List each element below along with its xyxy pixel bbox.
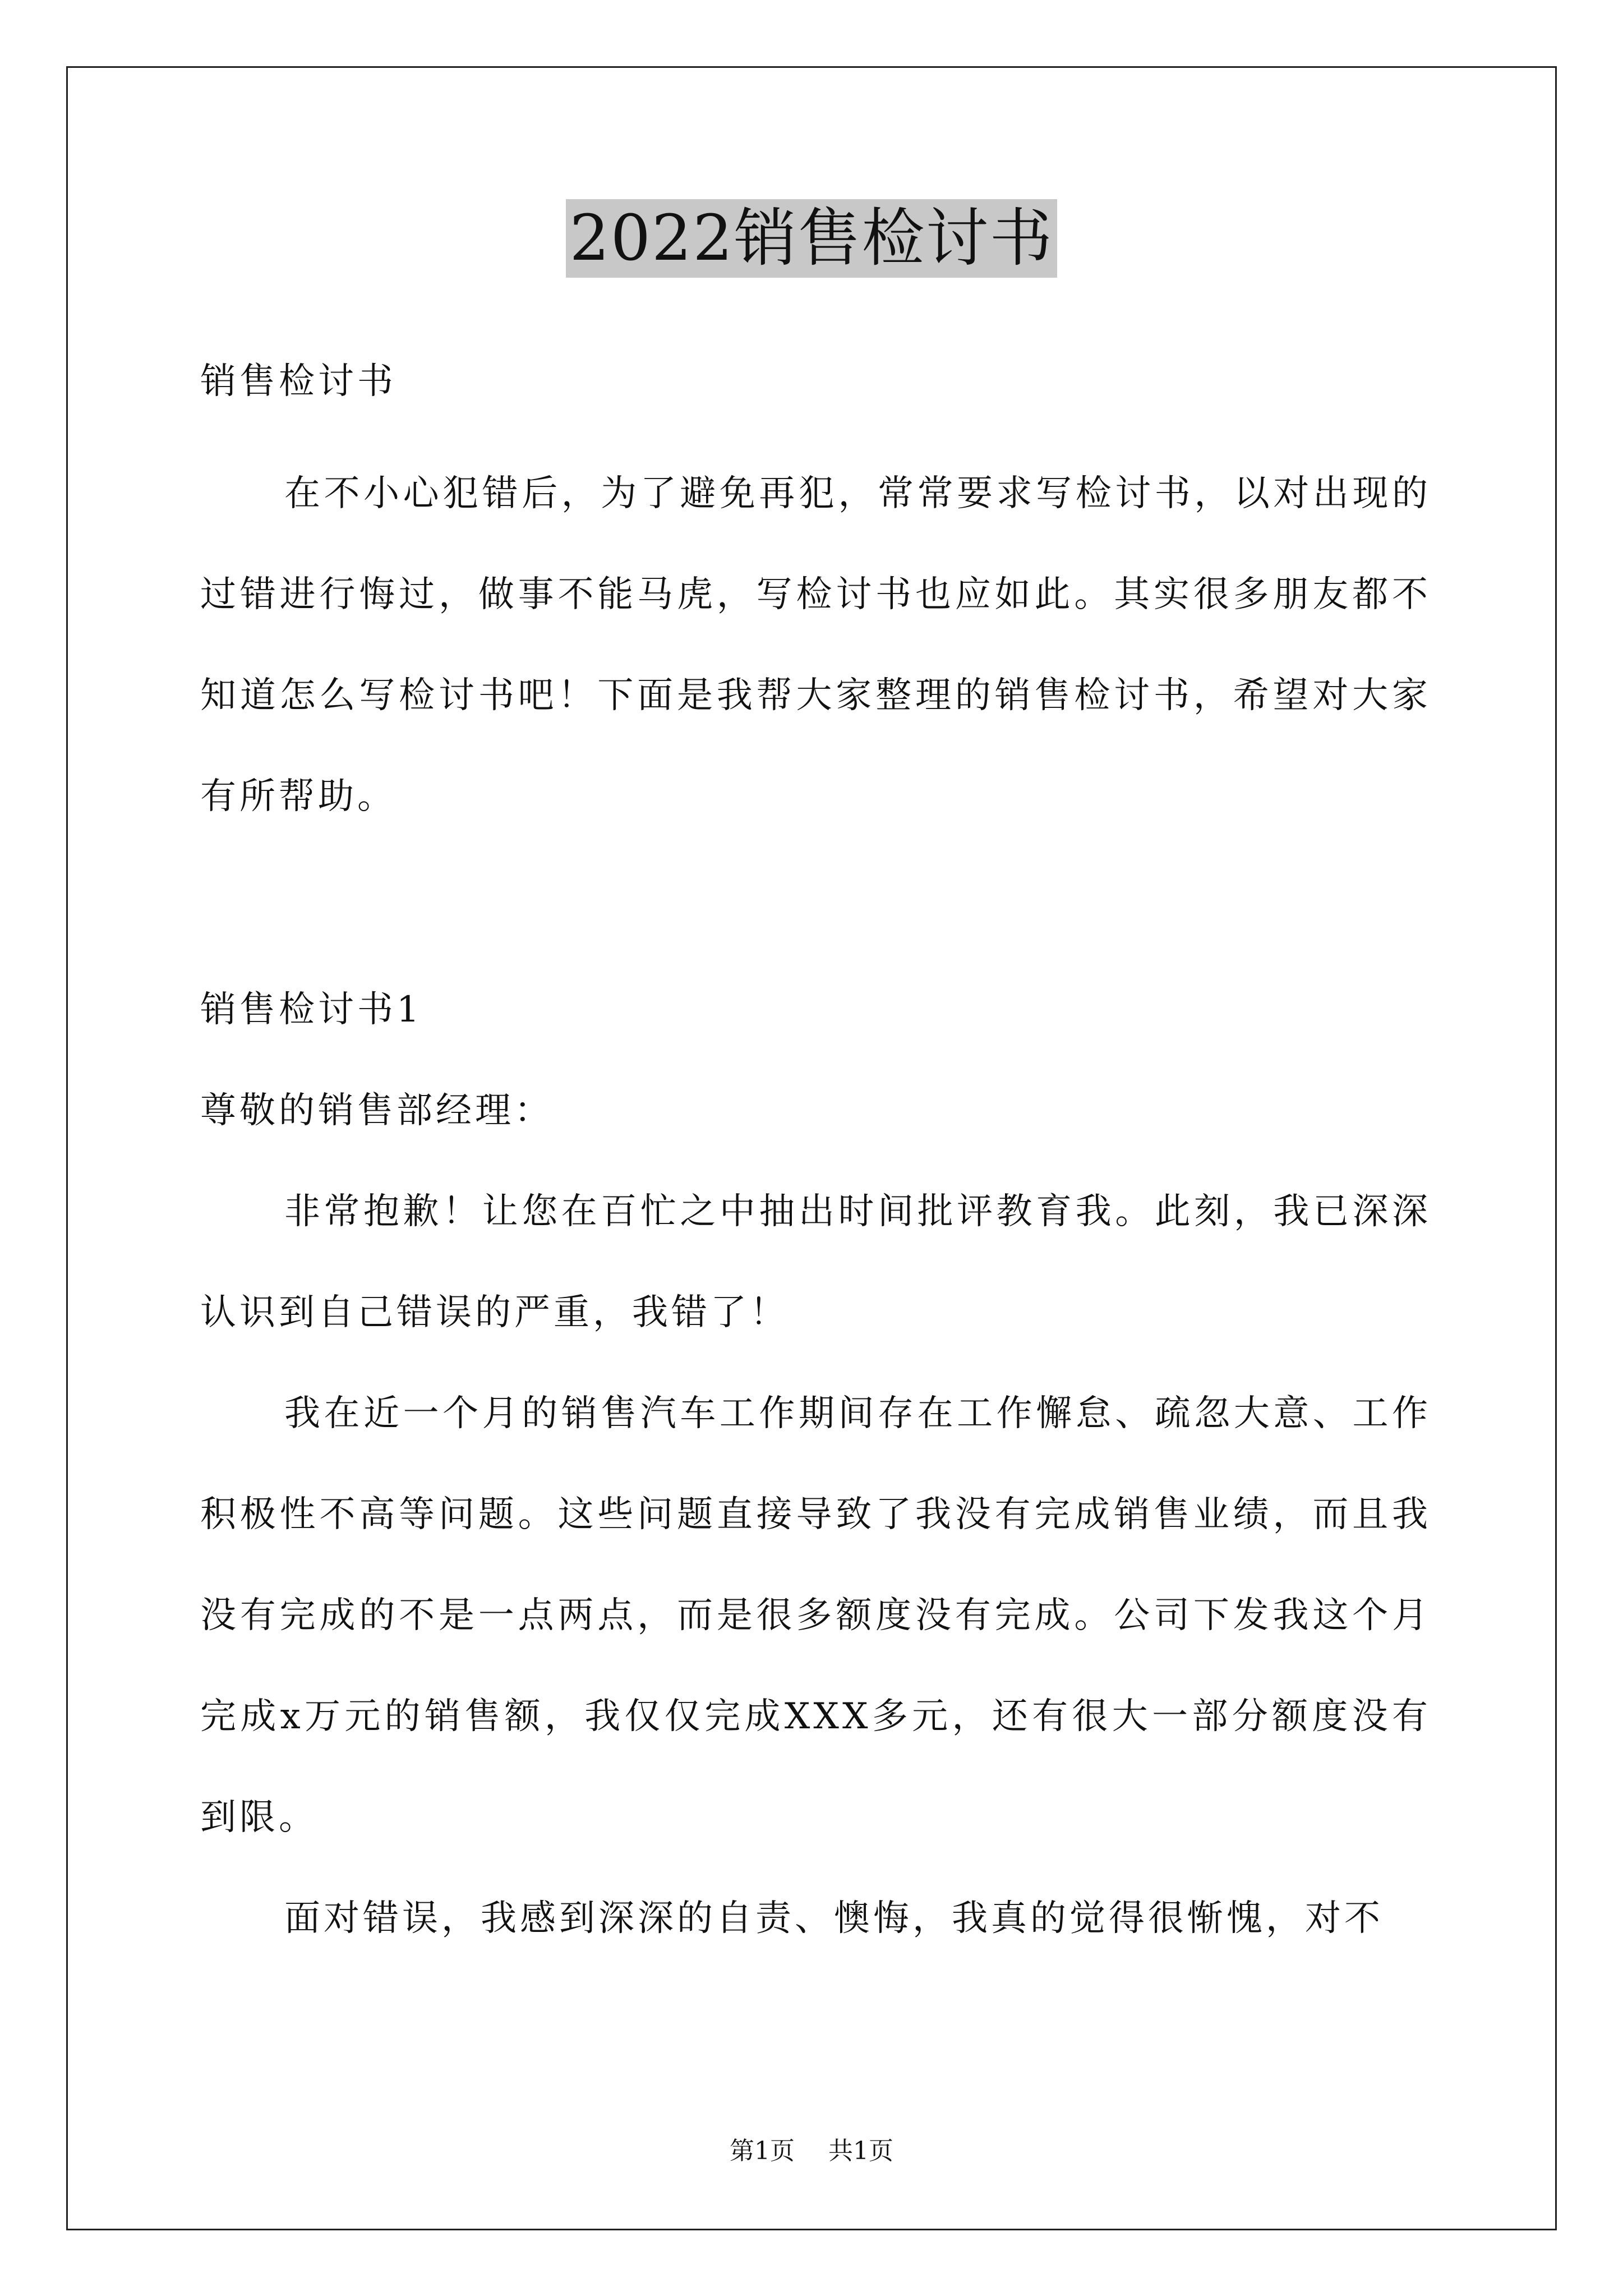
paragraph-intro: 在不小心犯错后，为了避免再犯，常常要求写检讨书，以对出现的过错进行悔过，做事不能马虎，写检讨书也应如此。其实很多朋友都不知道怎么写检讨书吧！下面是我帮大家整理的销售检讨书，希望对大家有所帮助。 xyxy=(200,473,1431,817)
paragraph-heading: 销售检讨书 xyxy=(200,361,396,402)
paragraph-problems: 我在近一个月的销售汽车工作期间存在工作懈怠、疏忽大意、工作积极性不高等问题。这些问题直接导致了我没有完成销售业绩，而且我没有完成的不是一点两点，而是很多额度没有完成。公司下发我这个月完成x万元的销售额，我仅仅完成XXX多元，还有很大一部分额度没有到限。 xyxy=(200,1393,1431,1838)
document-title: 2022销售检讨书 xyxy=(566,199,1057,278)
spacer xyxy=(200,432,1431,443)
paragraph-remorse: 面对错误，我感到深深的自责、懊悔，我真的觉得很惭愧，对不 xyxy=(284,1898,1384,1939)
paragraph-section-heading: 销售检讨书1 xyxy=(200,989,423,1030)
page-number: 第1页 xyxy=(730,2137,795,2165)
page-footer xyxy=(0,2131,1623,2166)
spacer xyxy=(200,847,1431,959)
document-body xyxy=(200,331,1431,1969)
title-container xyxy=(0,199,1623,278)
paragraph-salutation: 尊敬的销售部经理： xyxy=(200,1090,554,1131)
page-total: 共1页 xyxy=(828,2137,893,2165)
paragraph-apology: 非常抱歉！让您在百忙之中抽出时间批评教育我。此刻，我已深深认识到自己错误的严重，我错了！ xyxy=(200,1191,1431,1333)
